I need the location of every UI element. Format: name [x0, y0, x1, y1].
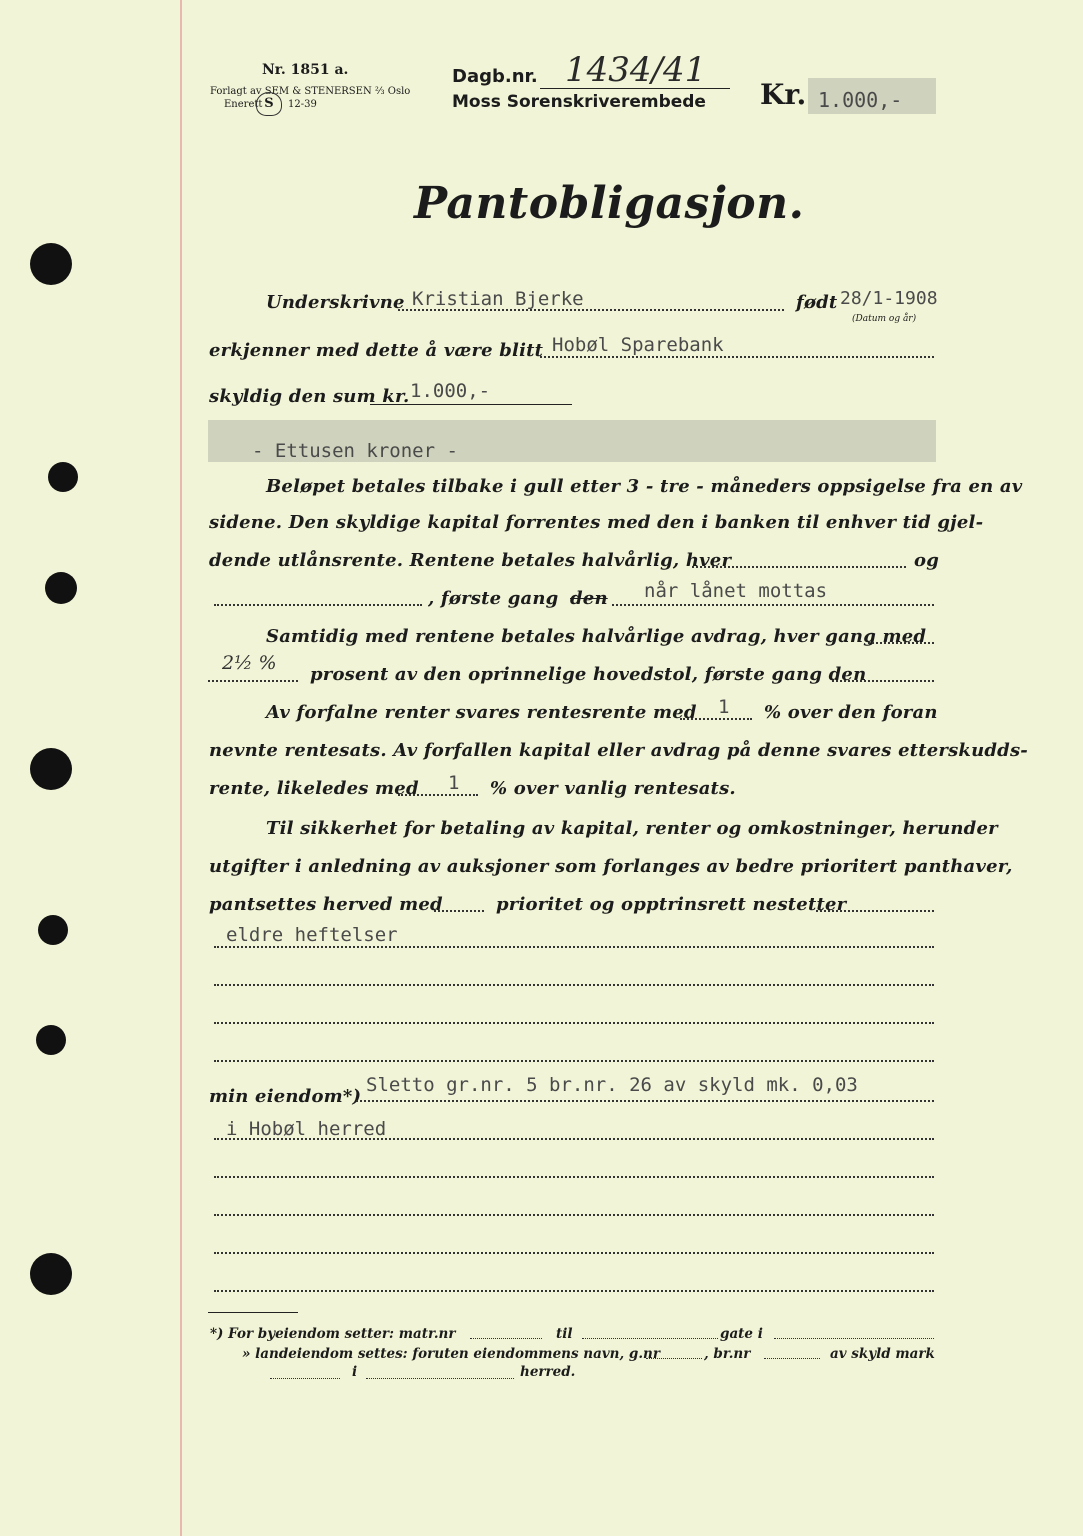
fill-line: [832, 680, 934, 682]
sum-value: 1.000,-: [410, 380, 491, 402]
para4-line1: Til sikkerhet for betaling av kapital, renter og omkostninger, herunder: [266, 818, 998, 839]
footnote-line2a: » landeiendom settes: foruten eiendommens navn, g.nr: [242, 1346, 660, 1362]
dagbok-number: 1434/41: [565, 50, 707, 90]
para3-line2: nevnte rentesats. Av forfallen kapital eller avdrag på denne svares etterskudds-: [209, 740, 1028, 761]
first-payment-value: når lånet mottas: [644, 580, 828, 602]
para1-line3: dende utlånsrente. Rentene betales halvårlig, hver: [209, 550, 732, 571]
fill-line: [398, 794, 478, 796]
para3-line3: rente, likeledes med: [209, 778, 419, 799]
fill-line: [214, 1290, 934, 1292]
fill-line: [214, 984, 934, 986]
fill-line: [774, 1338, 934, 1339]
footnote-line3a: i: [352, 1364, 358, 1380]
dagbok-label: Dagb.nr.: [452, 66, 538, 87]
fill-line: [434, 910, 484, 912]
fill-line: [646, 1358, 702, 1359]
interest-rate-1: 1: [718, 696, 730, 718]
property-value: Sletto gr.nr. 5 br.nr. 26 av skyld mk. 0,03: [366, 1074, 858, 1096]
property-municipality: i Hobøl herred: [226, 1118, 387, 1140]
installment-percent: 2½ %: [222, 652, 277, 674]
eiendom-label: min eiendom*): [209, 1086, 362, 1107]
para1-forste-gang: , første gang: [428, 588, 559, 609]
fill-line: [208, 680, 298, 682]
punch-hole: [30, 748, 72, 790]
publisher-line: Forlagt av SEM & STENERSEN ⅔ Oslo: [210, 86, 411, 97]
para1-line2: sidene. Den skyldige kapital forrentes med den i banken til enhver tid gjel-: [209, 512, 984, 533]
footnote-line3b: herred.: [520, 1364, 576, 1380]
fill-line: [356, 1100, 934, 1102]
office-stamp: Moss Sorenskriverembede: [452, 92, 706, 112]
fill-line: [214, 1060, 934, 1062]
sum-rule: [370, 404, 572, 405]
punch-hole: [30, 1253, 72, 1295]
punch-hole: [36, 1025, 66, 1055]
para2-line1: Samtidig med rentene betales halvårlige avdrag, hver gang med: [266, 626, 927, 647]
creditor-value: Hobøl Sparebank: [552, 334, 724, 356]
punch-hole: [30, 243, 72, 285]
publisher-enerett: Enerett: [224, 99, 263, 110]
fill-line: [214, 604, 422, 606]
fodt-label: født: [796, 292, 838, 313]
underskrivne-label: Underskrivne: [266, 292, 405, 313]
fill-line: [214, 1022, 934, 1024]
footnote-line2b: , br.nr: [704, 1346, 751, 1362]
footnote-line1a: *) For byeiendom setter: matr.nr: [210, 1326, 456, 1342]
fill-line: [764, 1358, 820, 1359]
footnote-line1c: gate i: [720, 1326, 763, 1342]
footnote-line2c: av skyld mark: [830, 1346, 935, 1362]
footnote-rule: [208, 1312, 298, 1313]
para1-og: og: [914, 550, 939, 571]
amount-words: - Ettusen kroner -: [252, 440, 458, 462]
dagbok-rule: [540, 88, 730, 89]
fill-line: [214, 1252, 934, 1254]
publisher-logo-icon: S: [256, 92, 282, 116]
footnote-line1b: til: [556, 1326, 573, 1342]
fill-line: [540, 356, 934, 358]
fill-line: [816, 910, 934, 912]
para1-den-struck: den: [570, 588, 608, 609]
fodt-hint: (Datum og år): [852, 314, 917, 324]
amount-value: 1.000,-: [818, 88, 903, 112]
skyldig-label: skyldig den sum kr.: [209, 386, 410, 407]
punch-hole: [38, 915, 68, 945]
erkjenner-label: erkjenner med dette å være blitt: [209, 340, 544, 361]
fodt-value: 28/1-1908: [840, 288, 938, 309]
fill-line: [366, 1378, 514, 1379]
fill-line: [612, 604, 934, 606]
para4-line2: utgifter i anledning av auksjoner som forlanges av bedre prioritert panthaver,: [209, 856, 1013, 877]
punch-hole: [45, 572, 77, 604]
para3-line3b: % over vanlig rentesats.: [490, 778, 736, 799]
form-number: Nr. 1851 a.: [262, 62, 349, 78]
document-title: Pantobligasjon.: [414, 178, 805, 229]
fill-line: [868, 642, 934, 644]
margin-line: [180, 0, 182, 1536]
fill-line: [470, 1338, 542, 1339]
interest-rate-2: 1: [448, 772, 460, 794]
fill-line: [214, 1214, 934, 1216]
fill-line: [680, 718, 752, 720]
para4-line3b: prioritet og opptrinsrett nestetter: [496, 894, 847, 915]
priority-value: eldre heftelser: [226, 924, 398, 946]
fill-line: [692, 566, 906, 568]
para3-line1: Av forfalne renter svares rentesrente med: [266, 702, 697, 723]
underskrivne-value: Kristian Bjerke: [412, 288, 584, 310]
para2-line2: prosent av den oprinnelige hovedstol, første gang den: [310, 664, 867, 685]
para1-line1: Beløpet betales tilbake i gull etter 3 - tre - måneders oppsigelse fra en av: [266, 476, 1023, 497]
para3-line1b: % over den foran: [764, 702, 938, 723]
para4-line3: pantsettes herved med: [209, 894, 443, 915]
publisher-date: 12-39: [288, 99, 317, 110]
fill-line: [582, 1338, 718, 1339]
punch-hole: [48, 462, 78, 492]
fill-line: [214, 1176, 934, 1178]
fill-line: [270, 1378, 340, 1379]
fill-line: [214, 946, 934, 948]
kr-label: Kr.: [760, 78, 807, 111]
fill-line: [214, 1138, 934, 1140]
